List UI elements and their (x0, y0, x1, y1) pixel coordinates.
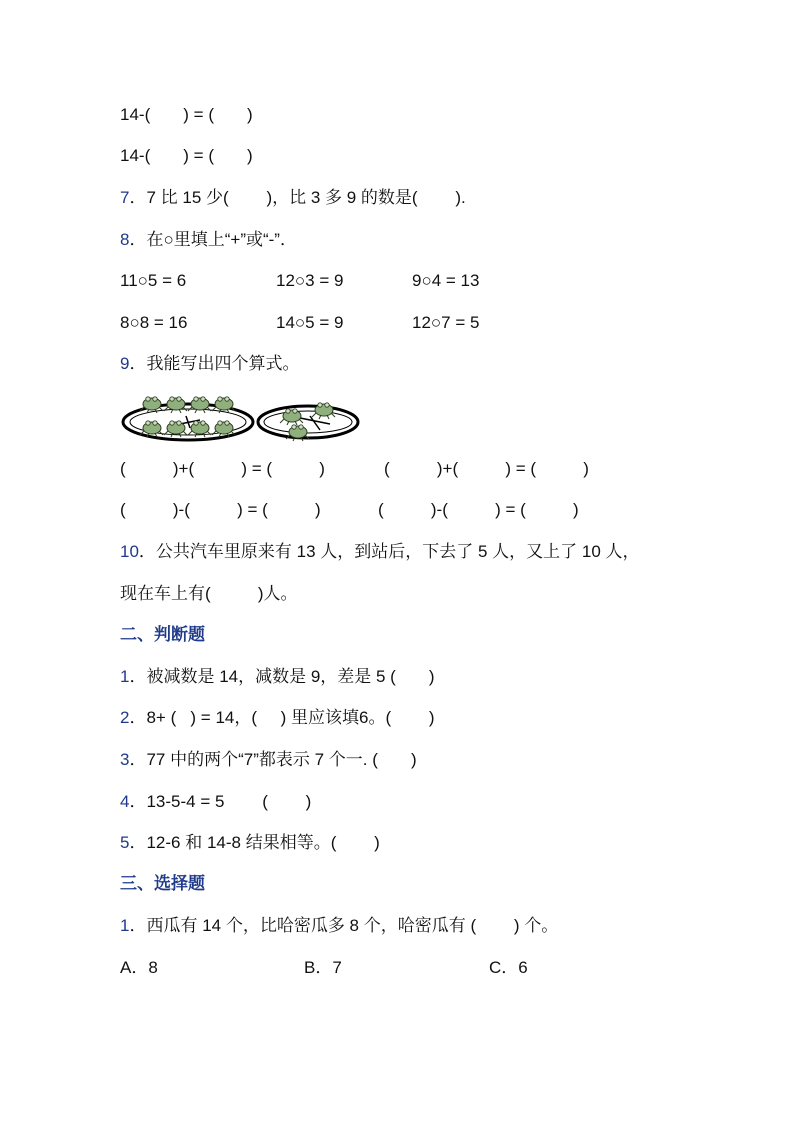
q8-row2-col1: 8○8 = 16 (120, 313, 188, 332)
item-text: ．12-6 和 14-8 结果相等。( ) (129, 833, 380, 852)
question-10-cont: 现在车上有( )人。 (120, 584, 298, 603)
question-7 (120, 187, 466, 209)
line-14-b: 14-( ) = ( ) (120, 146, 253, 165)
q8-row1-col3: 9○4 = 13 (412, 271, 480, 290)
question-number: 10 (120, 542, 139, 561)
question-9 (120, 353, 299, 375)
item-text: ．13-5-4 = 5 ( ) (129, 792, 312, 811)
pond-left (123, 397, 253, 440)
line-14-a: 14-( ) = ( ) (120, 105, 253, 124)
question-number: 7 (120, 188, 130, 207)
item-text: ．8+ ( ) = 14，( ) 里应该填6。( ) (129, 708, 435, 727)
item-number: 4 (120, 792, 130, 811)
question-text: ．我能写出四个算式。 (129, 354, 300, 373)
judge-item-4 (120, 791, 311, 813)
item-text: ．被减数是 14，减数是 9，差是 5 ( ) (129, 667, 435, 686)
option-c: C．6 (489, 958, 528, 977)
judge-item-1 (120, 666, 435, 688)
q8-row1-col1: 11○5 = 6 (120, 271, 187, 290)
question-8 (120, 229, 297, 251)
option-a: A．8 (120, 958, 158, 977)
item-number: 2 (120, 708, 130, 727)
option-b: B．7 (304, 958, 342, 977)
question-number: 9 (120, 354, 130, 373)
question-text: ．西瓜有 14 个，比哈密瓜多 8 个，哈密瓜有 ( ) 个。 (129, 916, 559, 935)
question-number: 1 (120, 916, 130, 935)
item-text: ．77 中的两个“7”都表示 7 个一. ( ) (129, 750, 417, 769)
question-number: 8 (120, 230, 130, 249)
judge-item-5 (120, 832, 380, 854)
section-title-judgement: 二、判断题 (120, 625, 205, 644)
section-title-choice: 三、选择题 (120, 874, 205, 893)
question-10 (120, 541, 640, 563)
item-number: 5 (120, 833, 130, 852)
item-number: 3 (120, 750, 130, 769)
q9-sub-equation-2: ( )-( ) = ( ) (378, 500, 579, 519)
q8-row1-col2: 12○3 = 9 (276, 271, 344, 290)
judge-item-3 (120, 749, 417, 771)
choice-question-1 (120, 915, 558, 937)
judge-item-2 (120, 707, 435, 729)
question-text: ．在○里填上“+”或“-”． (129, 230, 297, 249)
q9-sub-equation-1: ( )-( ) = ( ) (120, 500, 321, 519)
question-text: ．公共汽车里原来有 13 人，到站后，下去了 5 人，又上了 10 人， (138, 542, 640, 561)
pond-right (258, 403, 358, 441)
q8-row2-col2: 14○5 = 9 (276, 313, 344, 332)
q9-add-equation-2: ( )+( ) = ( ) (384, 459, 589, 478)
q8-row2-col3: 12○7 = 5 (412, 313, 480, 332)
frog-ponds-illustration (120, 388, 365, 448)
question-text: ．7 比 15 少( )，比 3 多 9 的数是( ). (129, 188, 466, 207)
item-number: 1 (120, 667, 130, 686)
q9-add-equation-1: ( )+( ) = ( ) (120, 459, 325, 478)
